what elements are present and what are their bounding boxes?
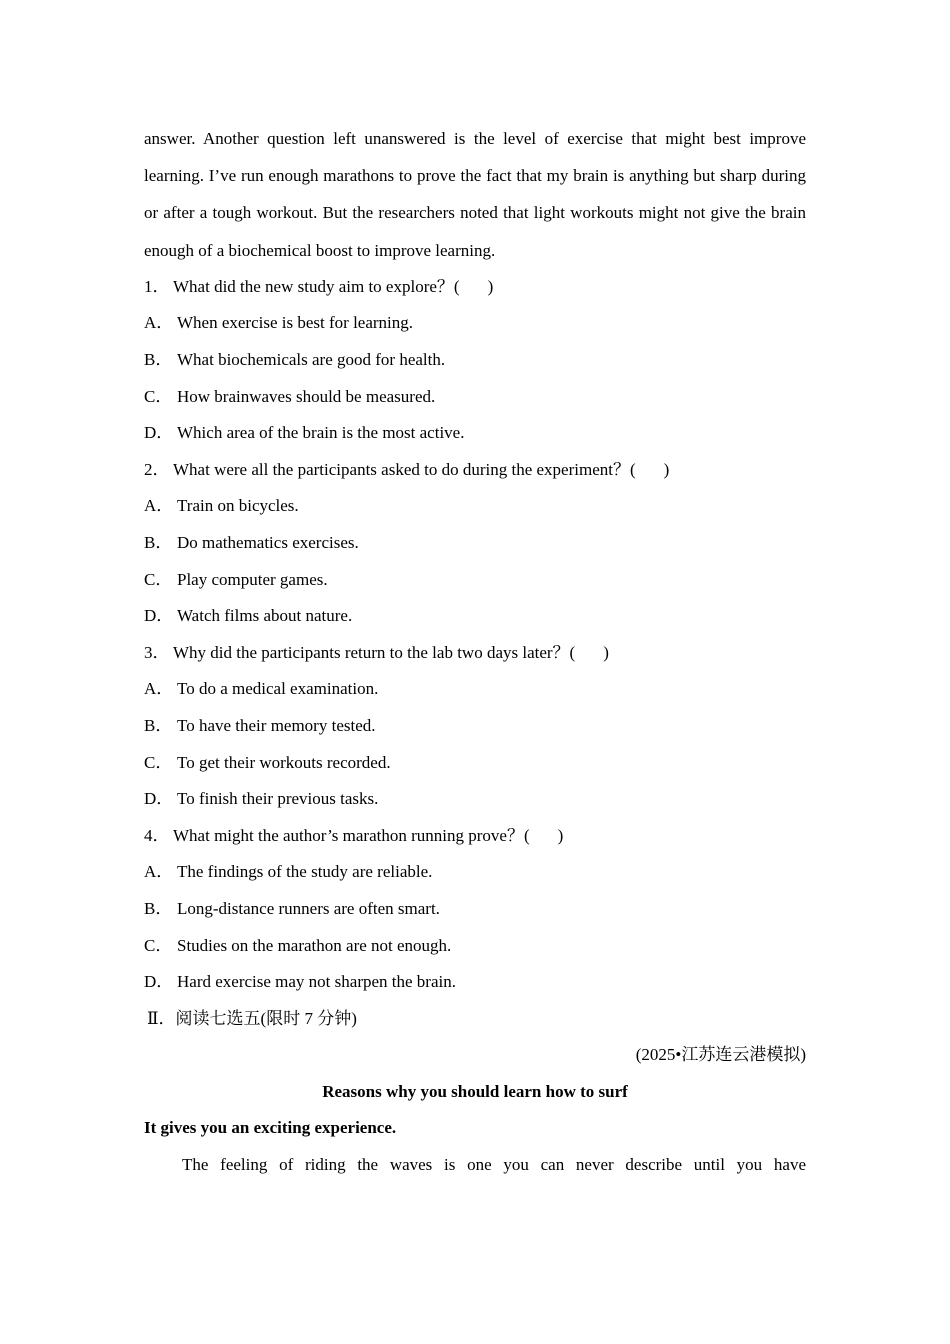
- option-text: To get their workouts recorded.: [177, 752, 391, 772]
- answer-bracket-close: ): [663, 459, 670, 479]
- question-block: [144, 269, 806, 452]
- option-letter: A．: [144, 313, 174, 333]
- question-block: [144, 635, 806, 818]
- passage-continuation: answer. Another question left unanswered is the level of exercise that might best improve learning. I’ve run enough marathons to prove the fact that my brain is anything but sharp during or after a tough workout. But the researchers noted that light workouts might not give the brain enough of a biochemical boost to improve learning.: [144, 129, 806, 260]
- option-text: Do mathematics exercises.: [177, 532, 359, 552]
- question-number: 1．: [144, 276, 170, 296]
- option-c: [144, 562, 806, 599]
- article-subheading: It gives you an exciting experience.: [144, 1118, 397, 1138]
- option-d: [144, 964, 806, 1001]
- option-text: To do a medical examination.: [177, 679, 379, 699]
- option-b: [144, 525, 806, 562]
- question-text: What did the new study aim to explore？(: [173, 276, 460, 296]
- option-letter: C．: [144, 935, 173, 955]
- option-text: What biochemicals are good for health.: [177, 350, 446, 369]
- option-b: [144, 708, 806, 745]
- option-letter: C．: [144, 752, 173, 772]
- option-c: [144, 379, 806, 416]
- option-letter: B．: [144, 898, 173, 918]
- option-text: The findings of the study are reliable.: [177, 862, 433, 882]
- answer-bracket-close: ): [557, 825, 564, 845]
- option-letter: A．: [144, 679, 174, 699]
- option-text: Studies on the marathon are not enough.: [177, 935, 452, 955]
- option-text: Hard exercise may not sharpen the brain.: [177, 972, 456, 992]
- option-letter: D．: [144, 423, 174, 443]
- section-heading: Ⅱ．阅读七选五(限时 7 分钟): [147, 1008, 357, 1028]
- option-text: Which area of the brain is the most active.: [177, 423, 465, 443]
- article-title: Reasons why you should learn how to surf: [322, 1081, 628, 1101]
- question-number: 4．: [144, 825, 170, 845]
- option-b: [144, 891, 806, 928]
- question-block: [144, 818, 806, 1001]
- option-a: [144, 671, 806, 708]
- option-text: To finish their previous tasks.: [177, 789, 379, 809]
- option-text: Watch films about nature.: [177, 606, 353, 626]
- option-a: [144, 488, 806, 525]
- option-letter: B．: [144, 532, 173, 552]
- option-d: [144, 781, 806, 818]
- option-c: [144, 928, 806, 965]
- option-c: [144, 745, 806, 782]
- question-text: What might the author’s marathon running prove？(: [173, 825, 530, 845]
- option-letter: D．: [144, 789, 174, 809]
- option-text: How brainwaves should be measured.: [177, 386, 436, 406]
- option-text: Long-distance runners are often smart.: [177, 898, 440, 918]
- option-b: [144, 342, 806, 379]
- question-number: 3．: [144, 642, 170, 662]
- document-page: [144, 120, 806, 1184]
- option-letter: B．: [144, 350, 173, 369]
- option-letter: C．: [144, 569, 173, 589]
- article-first-line: The feeling of riding the waves is one you can never describe until you have: [182, 1155, 806, 1175]
- option-letter: C．: [144, 386, 173, 406]
- answer-bracket-close: ): [487, 276, 494, 296]
- option-letter: A．: [144, 862, 174, 882]
- option-a: [144, 854, 806, 891]
- option-text: To have their memory tested.: [177, 715, 376, 735]
- option-letter: A．: [144, 496, 174, 516]
- question-stem: [144, 269, 806, 306]
- option-d: [144, 415, 806, 452]
- question-stem: [144, 635, 806, 672]
- option-d: [144, 598, 806, 635]
- question-text: What were all the participants asked to do during the experiment？(: [173, 459, 636, 479]
- question-block: [144, 452, 806, 635]
- question-number: 2．: [144, 459, 170, 479]
- option-letter: D．: [144, 606, 174, 626]
- answer-bracket-close: ): [603, 642, 609, 662]
- question-stem: [144, 452, 806, 489]
- option-letter: D．: [144, 972, 174, 992]
- option-a: [144, 305, 806, 342]
- question-text: Why did the participants return to the lab two days later？(: [173, 642, 576, 662]
- option-text: When exercise is best for learning.: [177, 313, 414, 333]
- option-letter: B．: [144, 715, 173, 735]
- source-note: (2025•江苏连云港模拟): [635, 1045, 806, 1065]
- question-stem: [144, 818, 806, 855]
- option-text: Play computer games.: [177, 569, 328, 589]
- option-text: Train on bicycles.: [177, 496, 299, 516]
